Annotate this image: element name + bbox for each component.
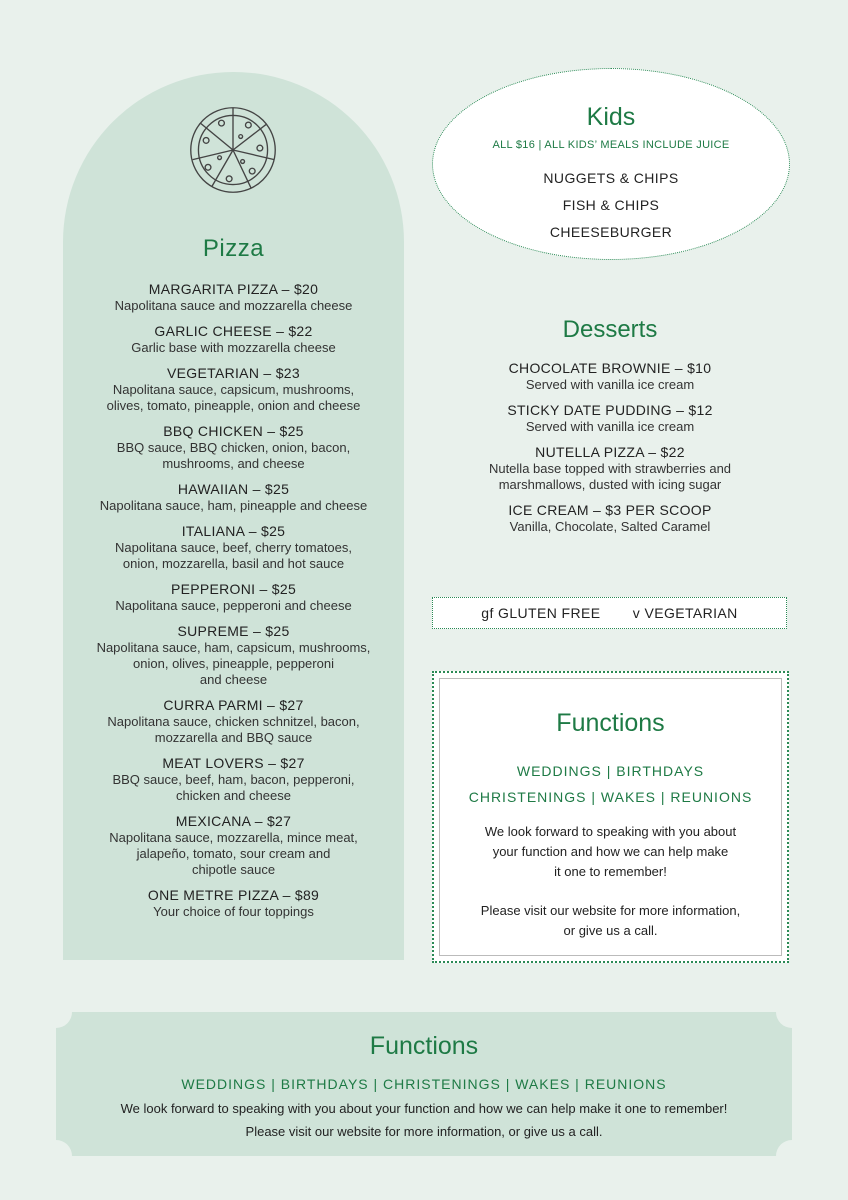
pizza-item-list [63,281,404,929]
kids-menu-panel [432,68,790,260]
function-types: CHRISTENINGS | WAKES | REUNIONS [468,789,753,805]
menu-item [63,481,404,514]
desserts-section [432,316,788,544]
menu-item-description: Garlic base with mozzarella cheese [131,340,336,355]
menu-item-name: CURRA PARMI – $27 [163,697,304,713]
gluten-free-legend: gf GLUTEN FREE [481,605,601,621]
functions-title: Functions [556,709,665,737]
menu-item-description: Napolitana sauce, chicken schnitzel, bacon, mozzarella and BBQ sauce [107,714,360,745]
menu-item-name: MARGARITA PIZZA – $20 [148,281,319,297]
functions-box [432,671,789,963]
menu-item-name: SUPREME – $25 [177,623,290,639]
menu-item-description: Served with vanilla ice cream [525,377,695,392]
banner-title: Functions [369,1032,479,1060]
menu-item [432,402,788,435]
menu-item-name: MEXICANA – $27 [175,813,292,829]
menu-item-description: BBQ sauce, beef, ham, bacon, pepperoni, chicken and cheese [112,772,355,803]
menu-item-name: ONE METRE PIZZA – $89 [147,887,320,903]
menu-item [63,281,404,314]
menu-item-description: Napolitana sauce, beef, cherry tomatoes, onion, mozzarella, basil and hot sauce [114,540,353,571]
menu-item-name: NUTELLA PIZZA – $22 [535,444,685,460]
menu-item-description: Napolitana sauce and mozzarella cheese [114,298,353,313]
kids-price-note: ALL $16 | ALL KIDS’ MEALS INCLUDE JUICE [492,139,730,151]
banner-text: Please visit our website for more information, or give us a call. [245,1124,603,1139]
menu-item-description: Napolitana sauce, ham, pineapple and cheese [99,498,368,513]
menu-item-description: Napolitana sauce, mozzarella, mince meat, jalapeño, tomato, sour cream and chipotle sauce [109,830,358,877]
pizza-menu-panel [63,72,404,960]
menu-item-name: BBQ CHICKEN – $25 [163,423,304,439]
menu-item [63,623,404,688]
menu-item-name: PEPPERONI – $25 [170,581,297,597]
kids-section-title: Kids [586,103,636,131]
desserts-section-title: Desserts [562,316,658,343]
functions-text: We look forward to speaking with you about your function and how we can help make it one to remember! [484,824,737,879]
menu-item [432,444,788,493]
menu-item-description: Nutella base topped with strawberries and marshmallows, dusted with icing sugar [488,461,732,492]
menu-item-description: Napolitana sauce, ham, capsicum, mushrooms, onion, olives, pineapple, pepperoni and cheese [96,640,371,687]
menu-item [63,813,404,878]
menu-item [63,423,404,472]
menu-item-name: HAWAIIAN – $25 [177,481,290,497]
menu-item-name: CHOCOLATE BROWNIE – $10 [508,360,712,376]
menu-item-name: STICKY DATE PUDDING – $12 [507,402,713,418]
functions-box-inner [439,678,782,956]
function-types: WEDDINGS | BIRTHDAYS [516,763,705,779]
menu-item [63,581,404,614]
vegetarian-legend: v VEGETARIAN [632,605,738,621]
menu-item [63,755,404,804]
menu-item-name: ITALIANA – $25 [181,523,286,539]
banner-text: We look forward to speaking with you about your function and how we can help make it one to remember! [120,1101,728,1116]
menu-item [432,360,788,393]
menu-item [432,502,788,535]
functions-text: Please visit our website for more information, or give us a call. [480,903,741,938]
pizza-section-title: Pizza [202,235,265,262]
menu-item-description: Napolitana sauce, capsicum, mushrooms, olives, tomato, pineapple, onion and cheese [106,382,361,413]
menu-item-name: GARLIC CHEESE – $22 [154,323,313,339]
menu-item [63,523,404,572]
menu-item-description: Vanilla, Chocolate, Salted Caramel [509,519,711,534]
menu-item-name: MEAT LOVERS – $27 [162,755,305,771]
kids-item-list [433,165,789,246]
menu-item-description: Your choice of four toppings [153,904,314,919]
menu-item-description: Served with vanilla ice cream [525,419,695,434]
pizza-icon [185,102,281,198]
kids-item: NUGGETS & CHIPS [543,170,679,186]
banner-function-types: WEDDINGS | BIRTHDAYS | CHRISTENINGS | WAKES | REUNIONS [181,1076,667,1092]
kids-item: FISH & CHIPS [562,197,660,213]
menu-item [63,697,404,746]
menu-item [63,887,404,920]
menu-item-description: BBQ sauce, BBQ chicken, onion, bacon, mushrooms, and cheese [116,440,351,471]
kids-item: CHEESEBURGER [549,224,673,240]
menu-item-name: ICE CREAM – $3 PER SCOOP [508,502,712,518]
menu-item [63,365,404,414]
dietary-legend [432,597,787,629]
menu-item-description: Napolitana sauce, pepperoni and cheese [115,598,352,613]
functions-banner [56,1012,792,1156]
menu-item-name: VEGETARIAN – $23 [167,365,300,381]
menu-item [63,323,404,356]
